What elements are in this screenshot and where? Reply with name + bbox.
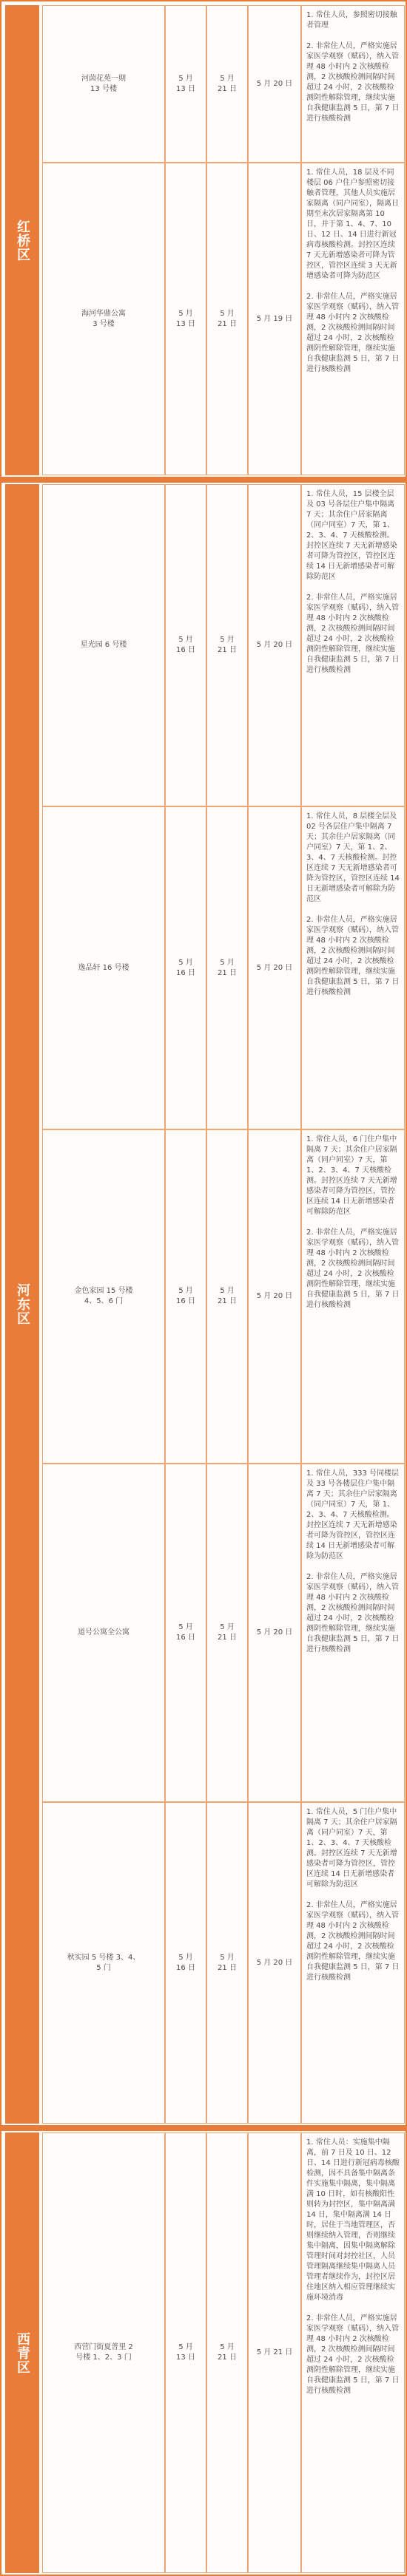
place-cell	[42, 1464, 165, 1802]
date-start-cell	[165, 1464, 206, 1802]
date-update: 5 月 20 日	[256, 1628, 293, 1637]
measure-nonresident: 2. 非常住人员，严格实施居家医学观察（赋码），纳入管理 48 小时内 2 次核酸检测，2 次核酸检测间隔时间超过 24 小时，2 次核酸检测阴性解除管理，继续实施自我健康监测 5 日，第 7 日进行核酸检测	[306, 1228, 400, 1309]
place-name: 金色家园 15 号楼 4、5、6 门	[74, 1287, 133, 1305]
date-update-cell	[248, 806, 301, 1129]
place-cell	[42, 806, 165, 1129]
date-end: 5 月 21 日	[218, 1623, 237, 1642]
measure-resident: 1. 常住人员，6 门住户集中隔离 7 天；其余住户居家隔离（同户同室）7 天，第 1、2、3、4、7 天核酸检测。封控区连续 7 天无新增感染者可降为管控区，管控区连续 14 日无新增感染者可解除防范区	[306, 1135, 397, 1216]
date-start-cell	[165, 1129, 206, 1464]
measure-resident: 1. 常住人员，5 门住户集中隔离 7 天；其余住户居家隔离（同户同室）7 天，第 1、2、3、4、7 天核酸检测。封控区连续 7 天无新增感染者可降为管控区，管控区连续 14 日无新增感染者可解除为防范区	[306, 1808, 397, 1889]
measure-nonresident: 2. 非常住人员，严格实施居家医学观察（赋码），纳入管理 48 小时内 2 次核酸检测，2 次核酸检测间隔时间超过 24 小时，2 次核酸检测阴性解除管理，继续实施自我健康监测 5 日，第 7 日进行核酸检测	[306, 1901, 400, 1982]
date-update-cell	[248, 484, 301, 806]
date-update-cell	[248, 1802, 301, 2124]
date-end-cell	[206, 484, 248, 806]
date-start: 5 月 16 日	[176, 1287, 195, 1305]
measure-nonresident: 2. 非常住人员，严格实施居家医学观察（赋码），纳入管理 48 小时内 2 次核酸检测，2 次核酸检测间隔时间超过 24 小时，2 次核酸检测阴性解除管理，继续实施自我健康监测 5 日，第 7 日进行核酸检测	[306, 293, 400, 373]
date-end-cell	[206, 2132, 248, 2573]
date-start: 5 月 13 日	[176, 2343, 195, 2362]
measures-cell	[301, 2132, 405, 2573]
date-start-cell	[165, 1802, 206, 2124]
date-end: 5 月 21 日	[218, 1953, 237, 1972]
place-name: 道号公寓全公寓	[78, 1628, 130, 1637]
date-start: 5 月 16 日	[176, 1623, 195, 1642]
date-start: 5 月 16 日	[176, 636, 195, 654]
date-update: 5 月 20 日	[256, 641, 293, 649]
measures-cell	[301, 1129, 405, 1464]
place-cell	[42, 1129, 165, 1464]
date-end-cell	[206, 806, 248, 1129]
measure-nonresident: 2. 非常住人员，严格实施居家医学观察（赋码），纳入管理 48 小时内 2 次核酸检测，2 次核酸检测间隔时间超过 24 小时，2 次核酸检测阴性解除管理，继续实施自我健康监测 5 日，第 7 日进行核酸检测	[306, 594, 400, 674]
place-cell	[42, 484, 165, 806]
measures-cell	[301, 1802, 405, 2124]
date-update: 5 月 20 日	[256, 963, 293, 972]
section-divider	[1, 477, 407, 483]
measure-resident: 1. 常住人员，18 层及不同楼层 06 户住户参照密切接触者管理，其他人员实施居家隔离（同户同室），隔离日期至末次居家隔离第 10 日，并于第 1、4、7、10 日、12 日、14 日进行新冠病毒核酸检测。封控区连续 7 天无新增感染者可降为管控区，管控区连续 3 天无新增感染者可降为防范区	[306, 169, 399, 280]
district-label-hedong: 河东区	[15, 1282, 30, 1325]
place-name: 星光园 6 号楼	[80, 641, 127, 649]
district-cell-xiqing	[5, 2132, 39, 2573]
date-end: 5 月 21 日	[218, 309, 237, 328]
date-update: 5 月 20 日	[256, 1958, 293, 1967]
date-start: 5 月 16 日	[176, 1953, 195, 1972]
measures-cell	[301, 1464, 405, 1802]
measures-cell	[301, 5, 405, 163]
date-start: 5 月 13 日	[176, 309, 195, 328]
date-end-cell	[206, 1464, 248, 1802]
date-start-cell	[165, 5, 206, 163]
place-cell	[42, 2132, 165, 2573]
measure-resident: 1. 常住人员：实施集中隔离，前 7 日及 10 日、12 日、14 日进行新冠病毒核酸检测，因不具备集中隔离条件实施集中隔离，集中隔离满 10 日时，如有核酸阳性则转为封控区，集中隔离满 14 日，集中隔离满 14 日时，居住于当地管理区，否则继续纳入管理，否则继续集中隔离，因集中隔离解除管理时间对封控社区，人员管理隔离继续集中隔离人员管理者继续作为，封控区居住地区纳入相应管理继续实施环境消毒	[306, 2138, 400, 2302]
date-end-cell	[206, 1802, 248, 2124]
measure-nonresident: 2. 非常住人员，严格实施居家医学观察（赋码），纳入管理 48 小时内 2 次核酸检测，2 次核酸检测间隔时间超过 24 小时，2 次核酸检测阴性解除管理，继续实施自我健康监测 5 日，第 7 日进行核酸检测	[306, 1573, 400, 1654]
section-divider	[1, 2125, 407, 2131]
district-label-xiqing: 西青区	[15, 2331, 30, 2374]
measures-cell	[301, 163, 405, 475]
date-end-cell	[206, 1129, 248, 1464]
date-update: 5 月 21 日	[256, 2348, 293, 2356]
date-end: 5 月 21 日	[218, 74, 237, 93]
measure-resident: 1. 常住人员，8 层楼全层及 02 号各层住户集中隔离 7 天；其余住户居家隔离（同户同室）7 天，第 1、2、3、4、7 天核酸检测。封控区连续 7 天无新增感染者可降为管控区，管控区连续 14 日无新增感染者可解除为防范区	[306, 812, 400, 903]
district-cell-hongqiao	[5, 5, 39, 475]
date-end: 5 月 21 日	[218, 958, 237, 977]
measure-nonresident: 2. 非常住人员，严格实施居家医学观察（赋码），纳入管理 48 小时内 2 次核酸检测，2 次核酸检测间隔时间超过 24 小时，2 次核酸检测阴性解除管理，继续实施自我健康监测 5 日，第 7 日进行核酸检测	[306, 916, 400, 996]
place-name: 秋实园 5 号楼 3、4、 5 门	[67, 1953, 141, 1972]
district-cell-hedong	[5, 484, 39, 2124]
measure-resident: 1. 常住人员，参照密切接触者管理	[306, 11, 397, 30]
date-update: 5 月 20 日	[256, 1292, 293, 1300]
date-start: 5 月 16 日	[176, 958, 195, 977]
place-name: 河茵花苑一期 13 号楼	[81, 74, 126, 93]
date-end: 5 月 21 日	[218, 1287, 237, 1305]
date-end-cell	[206, 5, 248, 163]
measure-resident: 1. 常住人员，333 号同楼层及 33 号各楼层住户集中隔离 7 天；其余住户居家隔离（同户同室）7 天，第 1、2、3、4、7 天核酸检测。封控区连续 7 天无新增感染者可降为管控区，管控区连续 14 日无新增感染者可解除为防范区	[306, 1469, 399, 1560]
place-name: 西营门街夏普里 2 号楼 1、2、3 门	[74, 2343, 133, 2362]
date-start: 5 月 13 日	[176, 74, 195, 93]
date-update-cell	[248, 163, 301, 475]
place-name: 海河华鼎公寓 3 号楼	[81, 309, 126, 328]
date-update-cell	[248, 5, 301, 163]
place-cell	[42, 5, 165, 163]
measure-resident: 1. 常住人员，15 层楼全层及 03 号各层住户集中隔离 7 天；其余住户居家隔离（同户同室）7 天，第 1、2、3、4、7 天核酸检测。封控区连续 7 天无新增感染者可降为管控区，管控区连续 14 日无新增感染者可解除防范区	[306, 490, 397, 581]
date-update-cell	[248, 1129, 301, 1464]
measures-cell	[301, 484, 405, 806]
date-update-cell	[248, 2132, 301, 2573]
place-name: 逸品轩 16 号楼	[78, 963, 130, 972]
measure-nonresident: 2. 非常住人员，严格实施居家医学观察（赋码），纳入管理 48 小时内 2 次核酸检测，2 次核酸检测间隔时间超过 24 小时，2 次核酸检测阴性解除管理，继续实施自我健康监测 5 日，第 7 日进行核酸检测	[306, 42, 400, 123]
date-update: 5 月 19 日	[256, 314, 293, 323]
district-label-hongqiao: 红桥区	[15, 219, 30, 262]
date-start-cell	[165, 163, 206, 475]
date-update-cell	[248, 1464, 301, 1802]
date-update: 5 月 20 日	[256, 79, 293, 88]
date-start-cell	[165, 2132, 206, 2573]
date-start-cell	[165, 806, 206, 1129]
date-end-cell	[206, 163, 248, 475]
measure-nonresident: 2. 非常住人员，严格实施居家医学观察（赋码），纳入管理 48 小时内 2 次核酸检测，2 次核酸检测间隔时间超过 24 小时，2 次核酸检测阴性解除管理，继续实施自我健康监测 5 日，第 7 日进行核酸检测	[306, 2314, 400, 2395]
date-end: 5 月 21 日	[218, 636, 237, 654]
measures-cell	[301, 806, 405, 1129]
place-cell	[42, 163, 165, 475]
date-start-cell	[165, 484, 206, 806]
place-cell	[42, 1802, 165, 2124]
date-end: 5 月 21 日	[218, 2343, 237, 2362]
